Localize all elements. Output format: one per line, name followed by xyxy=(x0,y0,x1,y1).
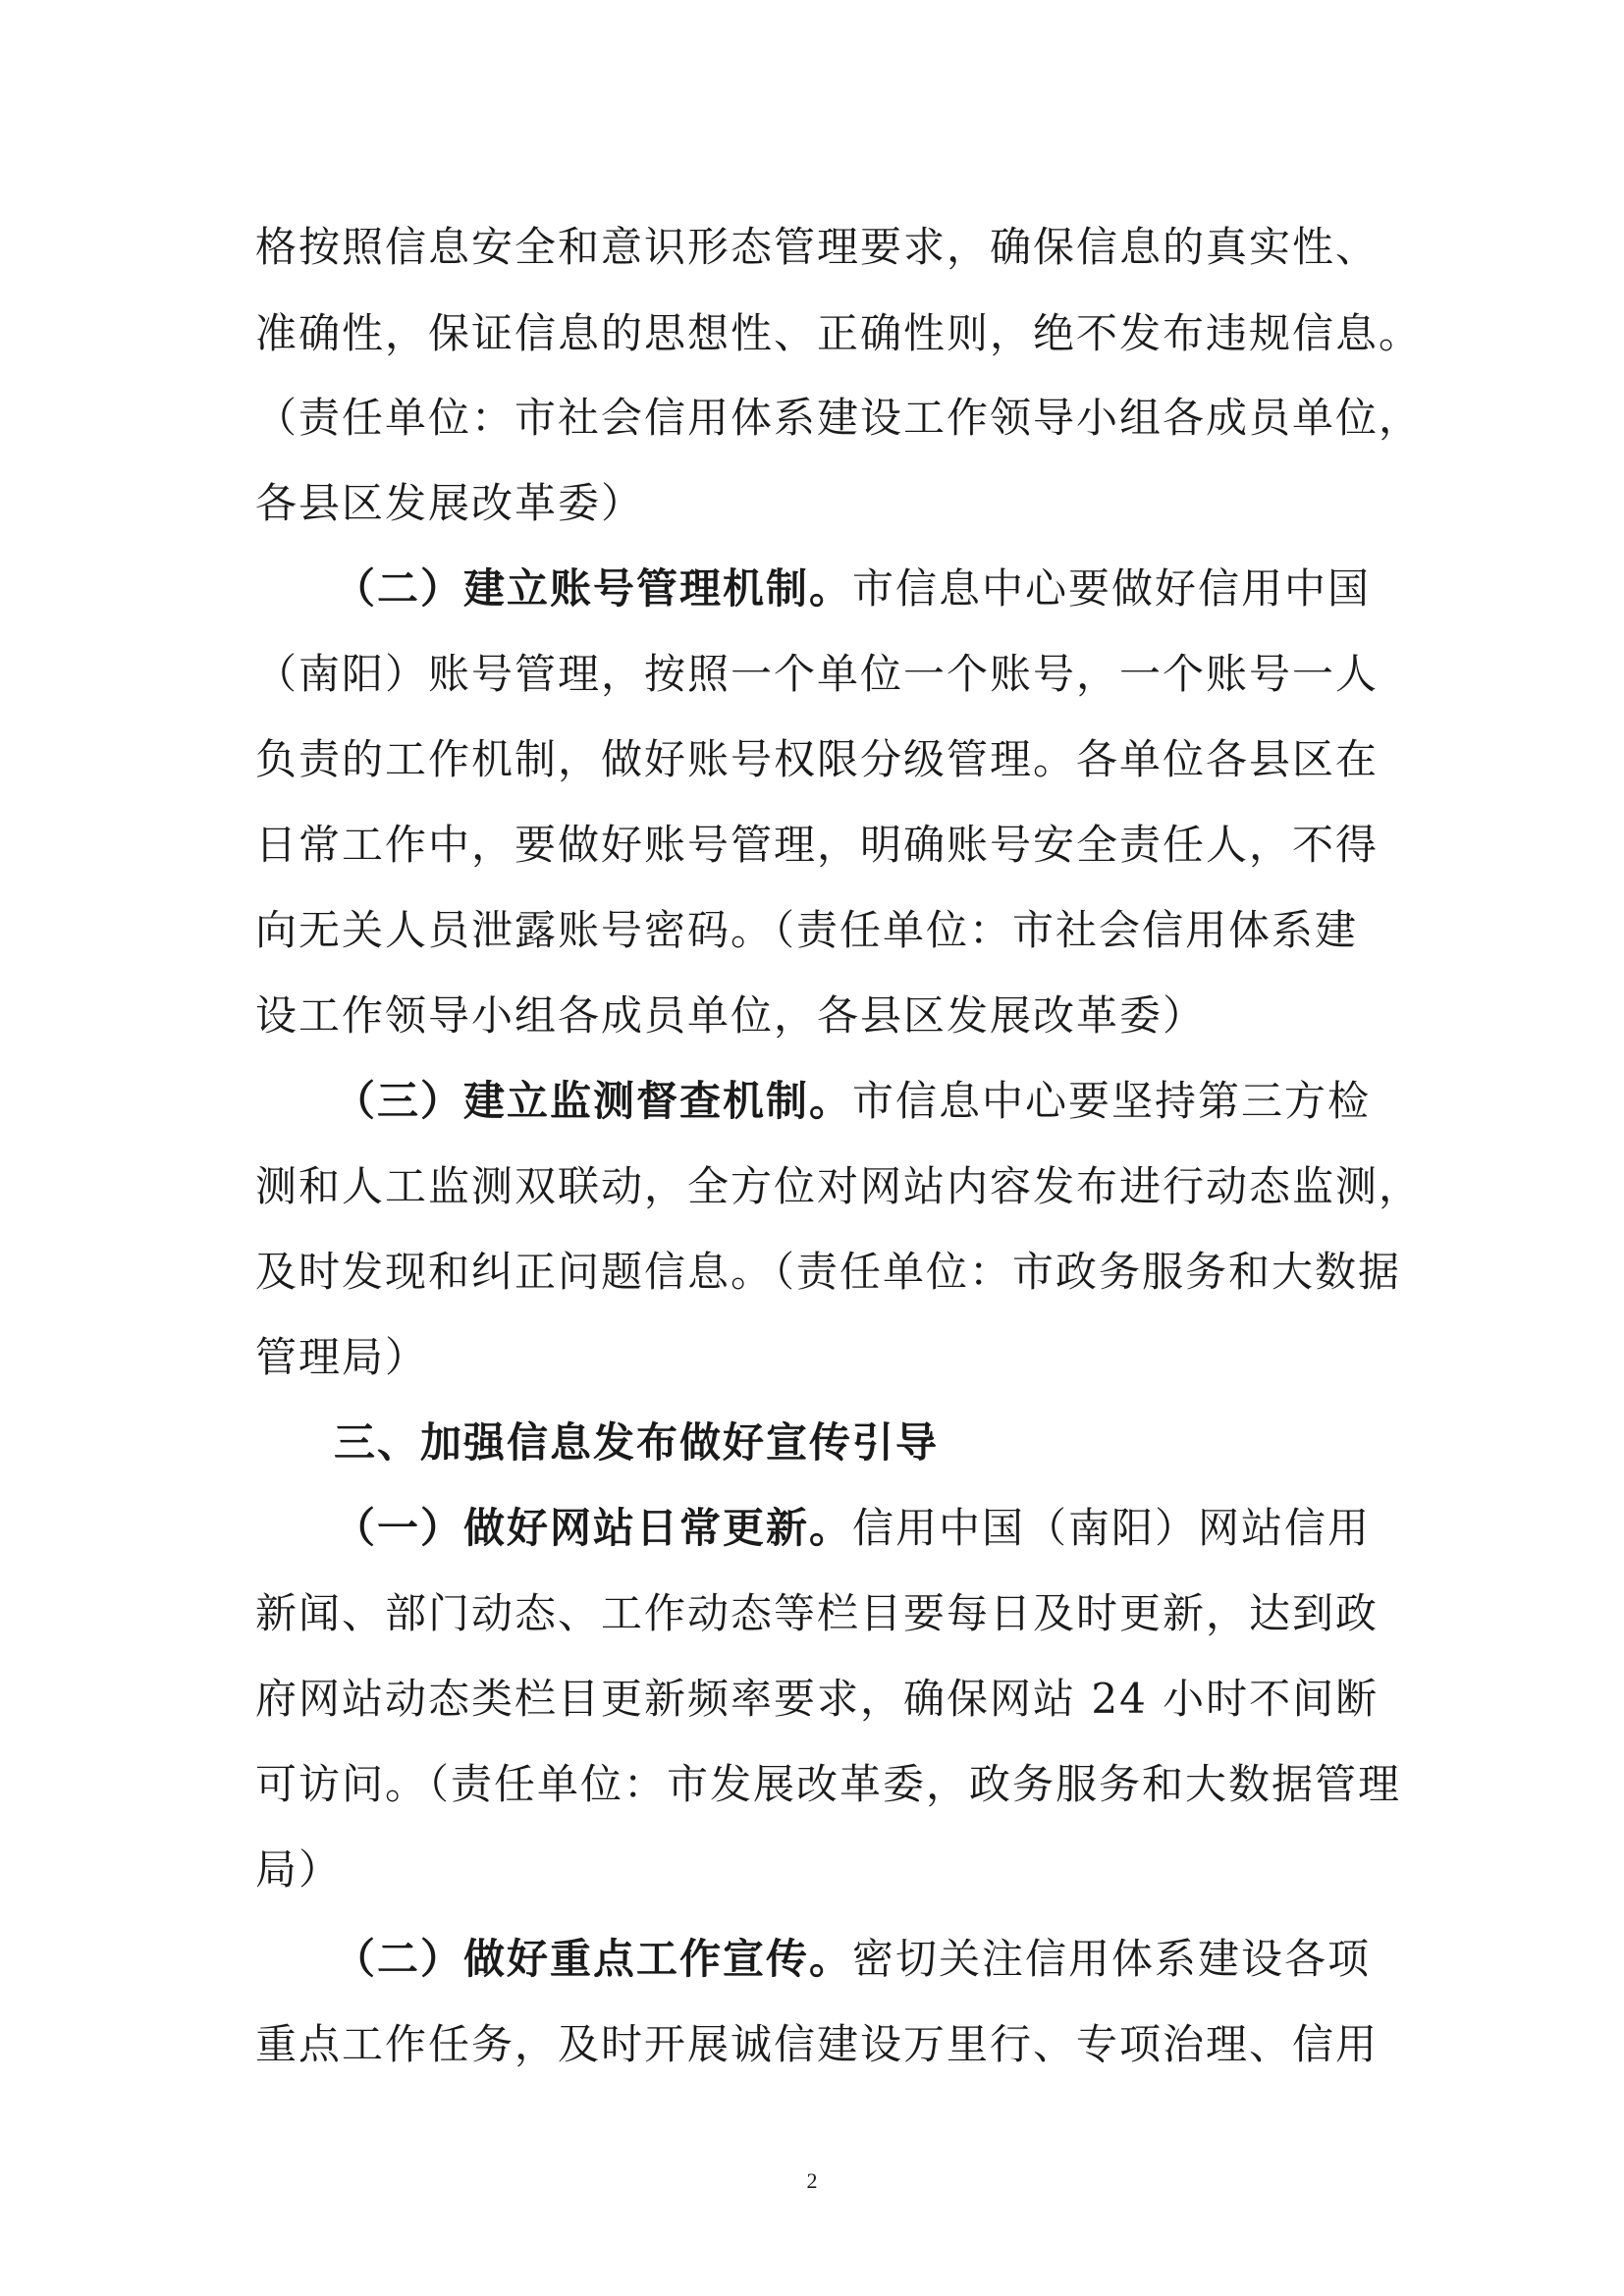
body-text-line: 准确性，保证信息的思想性、正确性则，绝不发布违规信息。 xyxy=(255,309,1423,357)
body-text-line: （责任单位：市社会信用体系建设工作领导小组各成员单位， xyxy=(255,394,1423,442)
subsection-2b-paragraph xyxy=(334,1932,1394,1987)
body-text: 密切关注信用体系建设各项 xyxy=(852,1935,1372,1983)
section-heading: 三、加强信息发布做好宣传引导 xyxy=(334,1418,940,1467)
subsection-heading: （三）建立监测督查机制。 xyxy=(334,1077,853,1125)
body-text-line: 局） xyxy=(255,1845,343,1894)
body-text-line: 日常工作中，要做好账号管理，明确账号安全责任人，不得 xyxy=(255,821,1380,869)
body-text-line: 向无关人员泄露账号密码。（责任单位：市社会信用体系建 xyxy=(255,906,1359,954)
subsection-heading: （一）做好网站日常更新。 xyxy=(334,1504,853,1552)
page-number: 2 xyxy=(806,2168,818,2193)
body-text-line: 新闻、部门动态、工作动态等栏目要每日及时更新，达到政 xyxy=(255,1589,1380,1637)
body-text-line: 测和人工监测双联动，全方位对网站内容发布进行动态监测， xyxy=(255,1162,1423,1210)
body-text-line: （南阳）账号管理，按照一个单位一个账号，一个账号一人 xyxy=(255,650,1380,698)
body-text: 市信息中心要坚持第三方检 xyxy=(852,1077,1372,1125)
body-text-line: 及时发现和纠正问题信息。（责任单位：市政务服务和大数据 xyxy=(255,1248,1402,1296)
body-text-line: 负责的工作机制，做好账号权限分级管理。各单位各县区在 xyxy=(255,735,1380,783)
subsection-2-paragraph xyxy=(334,561,1394,616)
subsection-heading: （二）建立账号管理机制。 xyxy=(334,564,853,613)
body-text-line: 设工作领导小组各成员单位，各县区发展改革委） xyxy=(255,991,1207,1040)
subsection-3-paragraph xyxy=(334,1074,1394,1129)
subsection-1-paragraph xyxy=(334,1501,1394,1556)
body-text: 市信息中心要做好信用中国 xyxy=(852,564,1372,613)
body-text-line: 管理局） xyxy=(255,1333,429,1381)
body-text-line: 格按照信息安全和意识形态管理要求，确保信息的真实性、 xyxy=(255,223,1380,271)
body-text-line: 可访问。（责任单位：市发展改革委，政务服务和大数据管理 xyxy=(255,1760,1402,1808)
body-text-line: 各县区发展改革委） xyxy=(255,479,645,527)
body-text-line: 府网站动态类栏目更新频率要求，确保网站 24 小时不间断 xyxy=(255,1675,1380,1723)
subsection-heading: （二）做好重点工作宣传。 xyxy=(334,1935,853,1983)
body-text-line: 重点工作任务，及时开展诚信建设万里行、专项治理、信用 xyxy=(255,2020,1380,2068)
body-text: 信用中国（南阳）网站信用 xyxy=(852,1504,1372,1552)
